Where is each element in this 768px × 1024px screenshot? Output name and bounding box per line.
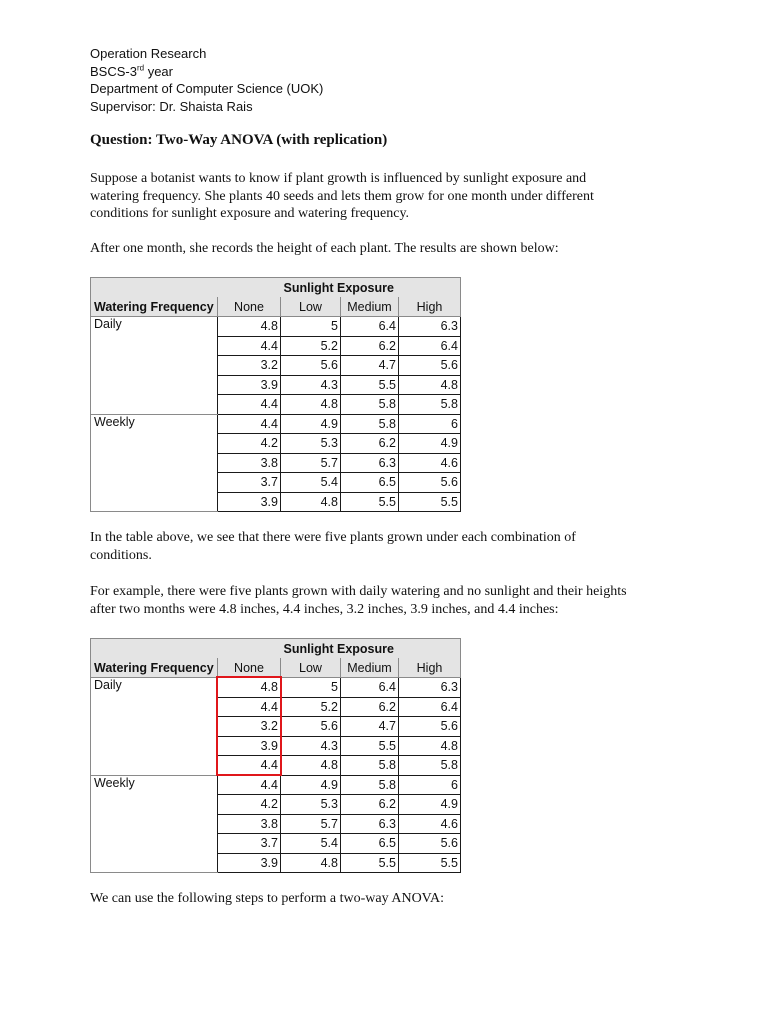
group-label-cell [91,834,218,854]
table-cell: 5.7 [281,453,341,473]
table-cell: 5.5 [399,492,461,512]
table-cell: 5 [281,317,341,337]
table-cell: 5.8 [399,756,461,776]
table-row [91,375,461,395]
group-label-cell [91,853,218,873]
class-year-suffix: year [144,63,173,79]
table-cell: 5.6 [399,356,461,376]
table-row [91,853,461,873]
group-label-cell [91,717,218,737]
table-cell: 4.7 [341,717,399,737]
column-header: None [218,658,281,678]
supervisor-name: Supervisor: Dr. Shaista Rais [90,98,253,114]
table-cell: 3.8 [218,453,281,473]
table-cell: 5.6 [281,717,341,737]
column-header: Medium [341,297,399,317]
table-cell: 4.6 [399,814,461,834]
table-cell: 5.5 [341,736,399,756]
table-row [91,492,461,512]
table-cell: 6.3 [341,453,399,473]
table-cell: 3.2 [218,356,281,376]
table-cell: 5.8 [341,775,399,795]
column-header: Low [281,658,341,678]
table-cell: 5.6 [399,473,461,493]
table-row [91,414,461,434]
table-cell: 4.4 [218,414,281,434]
document-header [90,45,323,115]
intro-paragraph [90,170,690,223]
table-title: Sunlight Exposure [218,639,461,659]
table-cell: 5.5 [341,853,399,873]
table-cell: 4.9 [281,775,341,795]
column-header: None [218,297,281,317]
table-title-row [91,278,461,298]
table-row [91,317,461,337]
table-row [91,834,461,854]
column-header: Medium [341,658,399,678]
table-cell: 4.8 [281,395,341,415]
table-cell: 4.8 [218,317,281,337]
table-cell: 5.4 [281,473,341,493]
table-cell: 4.4 [218,756,281,776]
table-cell: 4.3 [281,375,341,395]
intro-line-2: watering frequency. She plants 40 seeds and lets them grow for one month under different [90,188,594,204]
group-label-cell [91,795,218,815]
table-cell: 6.5 [341,473,399,493]
class-year [90,63,323,81]
table-cell: 4.2 [218,795,281,815]
table-row [91,453,461,473]
table-cell: 3.8 [218,814,281,834]
table-cell: 4.8 [281,853,341,873]
table-cell: 6.2 [341,434,399,454]
table-cell: 4.6 [399,453,461,473]
class-year-sup: rd [136,63,145,73]
group-label-cell [91,356,218,376]
example-line-1: For example, there were five plants grown with daily watering and no sunlight and their heights [90,584,627,599]
group-label-cell [91,395,218,415]
column-header: Low [281,297,341,317]
table-cell: 4.4 [218,336,281,356]
table-cell: 5.2 [281,336,341,356]
table-cell: 4.4 [218,395,281,415]
table-row [91,336,461,356]
row-header-label: Watering Frequency [91,297,218,317]
group-label: Weekly [91,775,218,795]
table-cell: 4.8 [281,492,341,512]
group-label: Weekly [91,414,218,434]
table-cell: 5.8 [399,395,461,415]
table-row [91,775,461,795]
table-cell: 3.9 [218,736,281,756]
table-row [91,795,461,815]
table-cell: 3.7 [218,473,281,493]
table-cell: 5.8 [341,395,399,415]
table-cell: 5.3 [281,434,341,454]
column-header: High [399,297,461,317]
table-cell: 5.8 [341,414,399,434]
table-cell: 3.2 [218,717,281,737]
table-cell: 6 [399,775,461,795]
group-label-cell [91,736,218,756]
table-cell: 4.4 [218,697,281,717]
table-cell: 4.9 [281,414,341,434]
results-paragraph: After one month, she records the height of each plant. The results are shown below: [90,241,559,256]
table-explanation-paragraph [90,529,690,564]
table-cell: 4.3 [281,736,341,756]
group-label-cell [91,434,218,454]
table-title: Sunlight Exposure [218,278,461,298]
group-label-cell [91,814,218,834]
table-cell: 5.3 [281,795,341,815]
table-row [91,434,461,454]
table-cell: 5.4 [281,834,341,854]
column-header: High [399,658,461,678]
table-corner-cell [91,278,218,298]
group-label-cell [91,492,218,512]
table-cell: 3.9 [218,375,281,395]
table-cell: 4.8 [399,375,461,395]
intro-line-3: conditions for sunlight exposure and watering frequency. [90,206,410,221]
table-cell: 3.7 [218,834,281,854]
table-row [91,814,461,834]
course-name: Operation Research [90,46,207,61]
table-cell: 5.2 [281,697,341,717]
row-header-label: Watering Frequency [91,658,218,678]
table-corner-cell [91,639,218,659]
table-cell: 4.8 [399,736,461,756]
group-label-cell [91,336,218,356]
steps-paragraph: We can use the following steps to perform a two-way ANOVA: [90,891,444,906]
explanation-line-2: conditions. [90,547,152,563]
table-cell: 5.7 [281,814,341,834]
table-cell: 5.5 [341,375,399,395]
group-label: Daily [91,317,218,337]
table-cell: 6.3 [399,317,461,337]
table-row [91,395,461,415]
table-cell: 5.6 [399,717,461,737]
table-cell: 4.2 [218,434,281,454]
table-cell: 3.9 [218,853,281,873]
table-cell: 6.4 [341,317,399,337]
table-header-row [91,297,461,317]
group-label-cell [91,697,218,717]
intro-line-1: Suppose a botanist wants to know if plant growth is influenced by sunlight exposure and [90,171,587,186]
table-cell: 5.6 [399,834,461,854]
table-cell: 4.9 [399,434,461,454]
table-row [91,473,461,493]
group-label-cell [91,473,218,493]
table-cell: 5.5 [341,492,399,512]
group-label-cell [91,375,218,395]
example-paragraph [90,583,690,618]
department-name: Department of Computer Science (UOK) [90,81,324,96]
table-cell: 6.4 [399,697,461,717]
table-cell: 6.5 [341,834,399,854]
table-cell: 5.5 [399,853,461,873]
table-cell: 5.8 [341,756,399,776]
table-cell: 6 [399,414,461,434]
explanation-line-1: In the table above, we see that there were five plants grown under each combination of [90,530,576,545]
table-cell: 6.4 [399,336,461,356]
table-cell: 4.8 [281,756,341,776]
table-cell: 6.3 [341,814,399,834]
table-cell: 6.4 [341,678,399,698]
example-line-2: after two months were 4.8 inches, 4.4 inches, 3.2 inches, 3.9 inches, and 4.4 inches: [90,601,559,617]
table-cell: 6.3 [399,678,461,698]
question-title: Question: Two-Way ANOVA (with replication) [90,132,388,148]
highlight-box [216,676,282,777]
table-cell: 6.2 [341,697,399,717]
table-cell: 5 [281,678,341,698]
table-row [91,356,461,376]
group-label-cell [91,453,218,473]
table-cell: 4.7 [341,356,399,376]
class-year-prefix: BSCS-3 [90,63,137,79]
table-cell: 4.4 [218,775,281,795]
group-label: Daily [91,678,218,698]
table-title-row [91,639,461,659]
data-table-1 [90,277,461,512]
group-label-cell [91,756,218,776]
table-cell: 3.9 [218,492,281,512]
table-cell: 6.2 [341,795,399,815]
table-cell: 5.6 [281,356,341,376]
table-cell: 4.8 [218,678,281,698]
table-cell: 4.9 [399,795,461,815]
table-cell: 6.2 [341,336,399,356]
